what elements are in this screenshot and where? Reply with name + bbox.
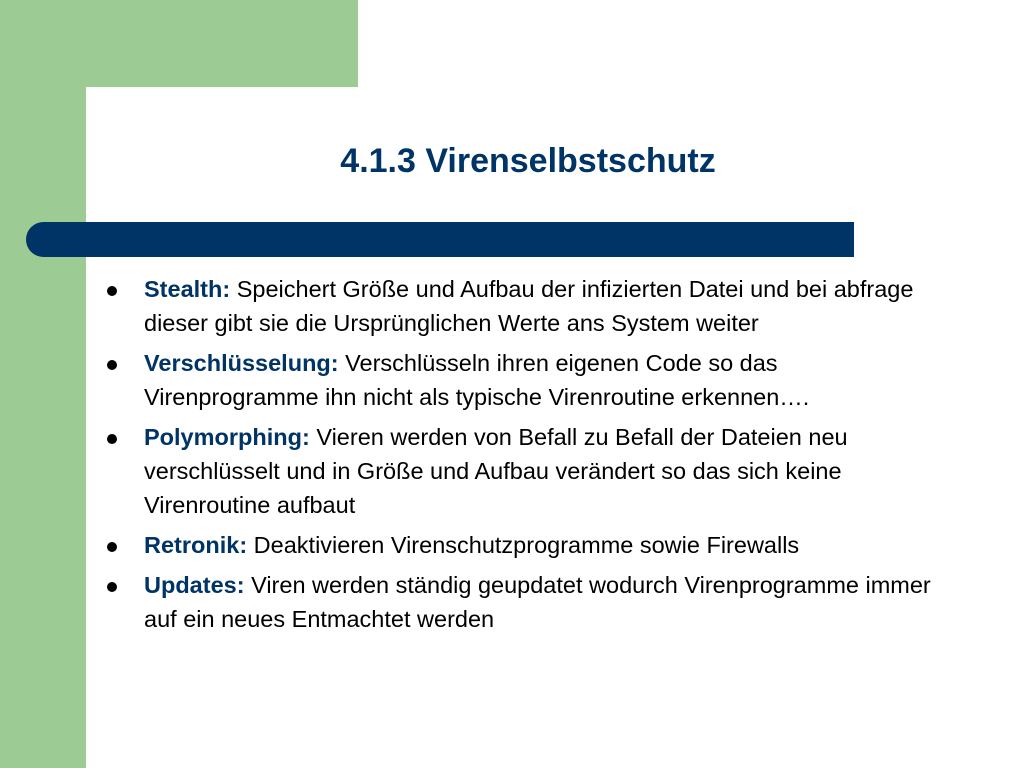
bullet-term: Stealth:: [144, 276, 231, 302]
bullet-text: Speichert Größe und Aufbau der infizierten Datei und bei abfrage dieser gibt sie die Ursprünglichen Werte ans System weiter: [144, 276, 914, 336]
bullet-item-polymorphing: [104, 420, 954, 522]
bullet-item-retronik: [104, 528, 954, 562]
title-underline-bar: [26, 222, 854, 257]
bullet-dot-icon: [107, 542, 117, 552]
bullet-item-verschluesselung: [104, 346, 954, 414]
bullet-dot-icon: [107, 360, 117, 370]
bullet-text: Verschlüsseln ihren eigenen Code so das Virenprogramme ihn nicht als typische Virenroutine erkennen….: [144, 350, 810, 410]
bullet-text: Viren werden ständig geupdatet wodurch Virenprogramme immer auf ein neues Entmachtet werden: [144, 572, 931, 632]
bullet-term: Retronik:: [144, 532, 248, 558]
slide-title: 4.1.3 Virenselbstschutz: [340, 142, 716, 180]
bullet-dot-icon: [107, 286, 117, 296]
bullet-list: [104, 272, 954, 642]
green-accent-left: [0, 0, 86, 768]
bullet-dot-icon: [107, 434, 117, 444]
bullet-dot-icon: [107, 582, 117, 592]
bullet-item-stealth: [104, 272, 954, 340]
bullet-text: Deaktivieren Virenschutzprogramme sowie Firewalls: [247, 532, 800, 558]
bullet-item-updates: [104, 568, 954, 636]
bullet-text: Vieren werden von Befall zu Befall der Dateien neu verschlüsselt und in Größe und Aufbau verändert so das sich keine Virenroutine aufbaut: [144, 424, 848, 518]
bullet-term: Updates:: [144, 572, 245, 598]
bullet-term: Polymorphing:: [144, 424, 310, 450]
bullet-term: Verschlüsselung:: [144, 350, 339, 376]
